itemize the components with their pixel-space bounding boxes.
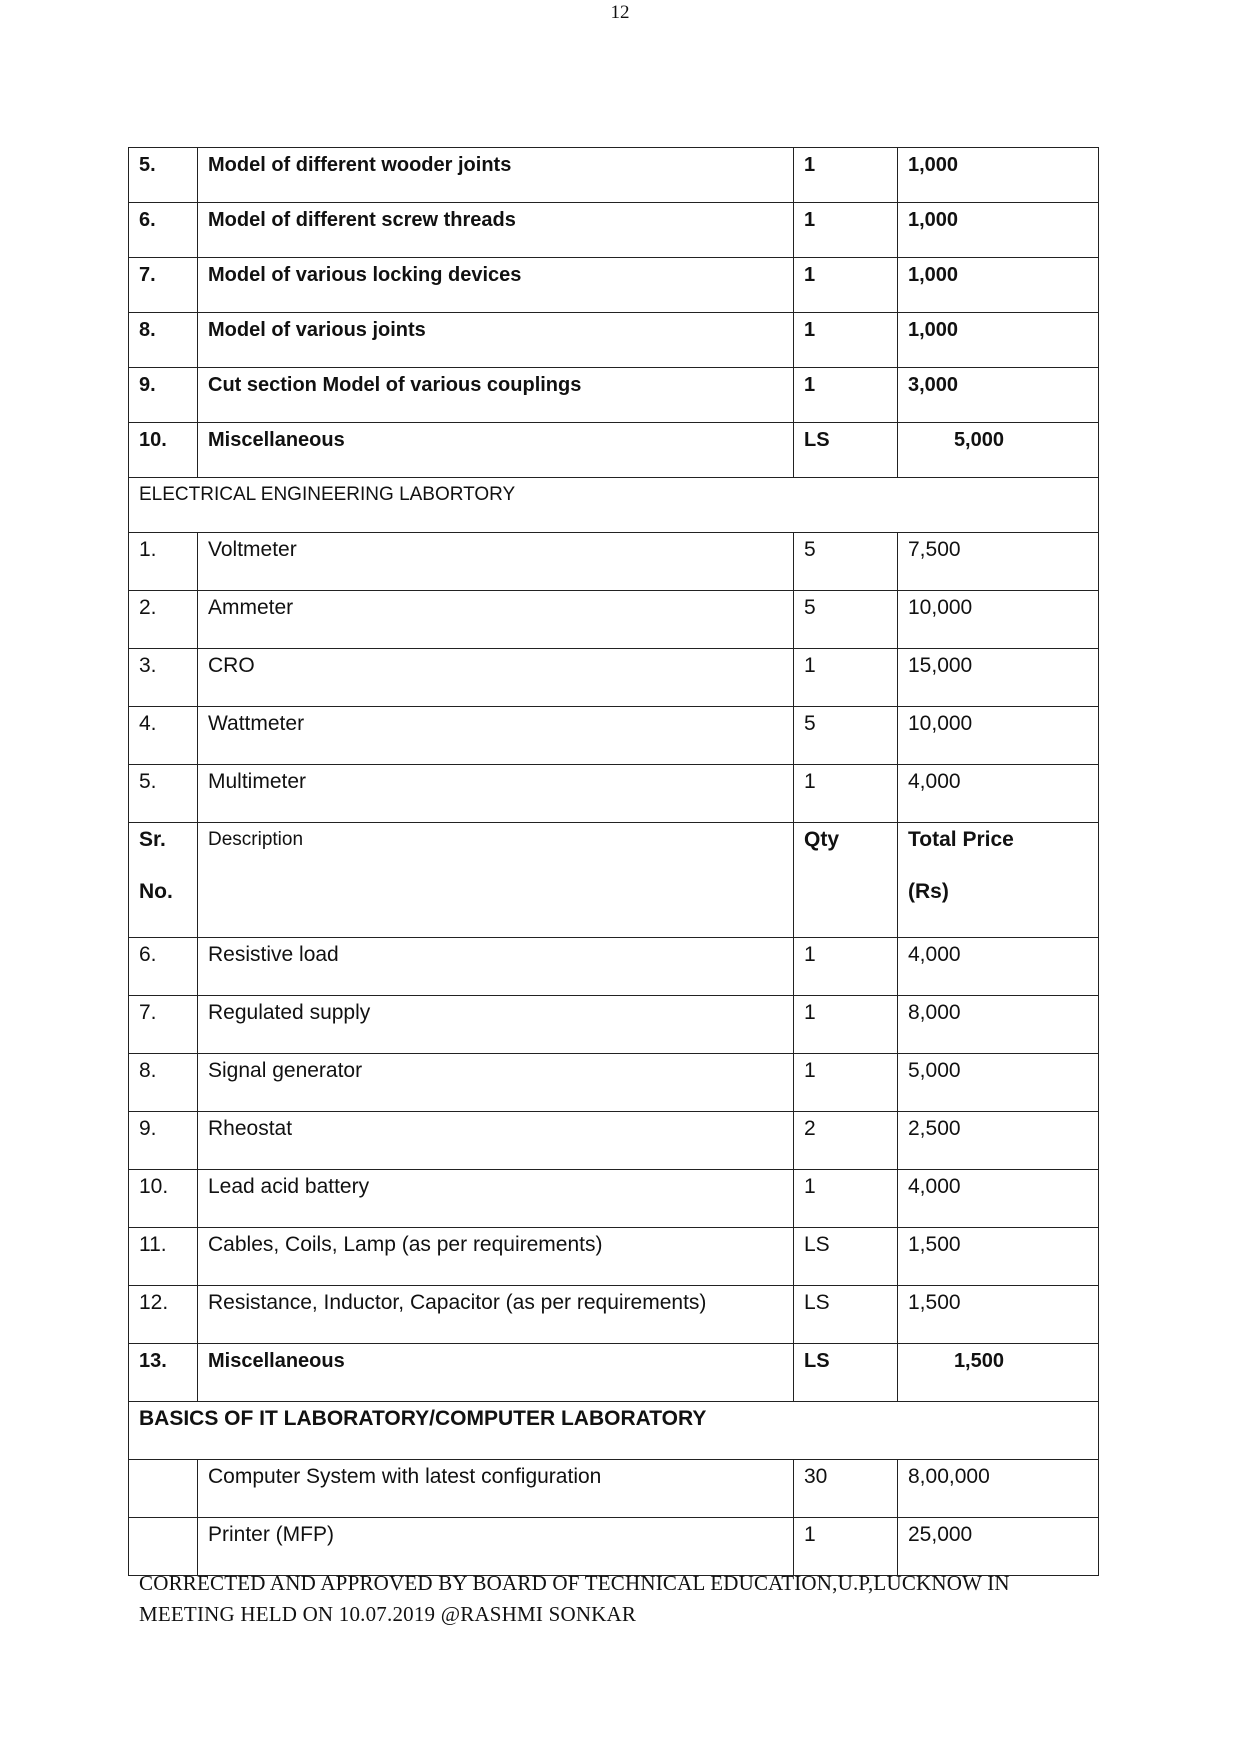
qty-cell: 1 [794,649,898,707]
qty-cell: 1 [794,996,898,1054]
price-cell: 5,000 [898,423,1099,478]
price-cell: 1,000 [898,148,1099,203]
sr-no-cell: 11. [129,1228,198,1286]
table-row [129,423,1099,478]
description-cell: Ammeter [198,591,794,649]
table-row [129,649,1099,707]
table-row [129,996,1099,1054]
table-row [129,313,1099,368]
sr-no-cell: 6. [129,938,198,996]
description-cell: Resistive load [198,938,794,996]
qty-cell: 1 [794,203,898,258]
table-row [129,1344,1099,1402]
header-qty-label: Qty [804,828,840,851]
price-cell: 4,000 [898,765,1099,823]
header-sr-no [129,823,198,938]
table-row [129,1054,1099,1112]
price-cell: 1,000 [898,203,1099,258]
header-sr-line1: Sr. [139,828,166,851]
price-cell: 1,000 [898,258,1099,313]
description-cell: Model of different screw threads [198,203,794,258]
description-cell: Resistance, Inductor, Capacitor (as per requirements) [198,1286,794,1344]
sr-no-cell: 10. [129,423,198,478]
sr-no-cell: 6. [129,203,198,258]
qty-cell: 1 [794,1170,898,1228]
section-heading-row [129,1402,1099,1460]
description-cell: Regulated supply [198,996,794,1054]
table-row [129,765,1099,823]
qty-cell: 1 [794,258,898,313]
section-heading-electrical: ELECTRICAL ENGINEERING LABORTORY [129,478,1099,533]
price-cell: 25,000 [898,1518,1099,1576]
table-row [129,368,1099,423]
footer-line-1: CORRECTED AND APPROVED BY BOARD OF TECHNICAL EDUCATION,U.P,LUCKNOW IN [139,1571,1010,1595]
qty-cell: LS [794,423,898,478]
description-cell: Model of various joints [198,313,794,368]
page-number: 12 [610,2,630,23]
sr-no-cell: 10. [129,1170,198,1228]
price-cell: 4,000 [898,938,1099,996]
description-cell: CRO [198,649,794,707]
table-row [129,938,1099,996]
qty-cell: 1 [794,1518,898,1576]
sr-no-cell: 12. [129,1286,198,1344]
sr-no-cell: 8. [129,313,198,368]
description-cell: Cut section Model of various couplings [198,368,794,423]
table-row [129,258,1099,313]
table-row [129,1518,1099,1576]
price-cell: 2,500 [898,1112,1099,1170]
description-cell: Model of different wooder joints [198,148,794,203]
qty-cell: LS [794,1286,898,1344]
qty-cell: 1 [794,313,898,368]
table-row [129,203,1099,258]
price-cell: 1,500 [898,1286,1099,1344]
sr-no-cell: 9. [129,1112,198,1170]
price-cell: 5,000 [898,1054,1099,1112]
description-cell: Voltmeter [198,533,794,591]
qty-cell: 1 [794,148,898,203]
sr-no-cell: 7. [129,258,198,313]
description-cell: Cables, Coils, Lamp (as per requirements) [198,1228,794,1286]
description-cell: Rheostat [198,1112,794,1170]
qty-cell: 1 [794,765,898,823]
price-cell: 8,00,000 [898,1460,1099,1518]
header-qty [794,823,898,938]
table-row [129,591,1099,649]
price-cell: 4,000 [898,1170,1099,1228]
table-row [129,707,1099,765]
sr-no-cell: 5. [129,765,198,823]
description-cell: Lead acid battery [198,1170,794,1228]
sr-no-cell: 4. [129,707,198,765]
sr-no-cell: 8. [129,1054,198,1112]
table-row [129,1228,1099,1286]
description-cell: Printer (MFP) [198,1518,794,1576]
table-row [129,148,1099,203]
qty-cell: 1 [794,938,898,996]
description-cell: Signal generator [198,1054,794,1112]
table-row [129,1170,1099,1228]
description-cell: Model of various locking devices [198,258,794,313]
table-row [129,1112,1099,1170]
sr-no-cell [129,1460,198,1518]
description-cell: Multimeter [198,765,794,823]
header-description: Description [198,823,794,938]
qty-cell: 5 [794,533,898,591]
price-cell: 10,000 [898,591,1099,649]
description-cell: Wattmeter [198,707,794,765]
sr-no-cell [129,1518,198,1576]
qty-cell: 5 [794,591,898,649]
table-header-row [129,823,1099,938]
section-heading-it: BASICS OF IT LABORATORY/COMPUTER LABORATORY [129,1402,1099,1460]
table-row [129,1286,1099,1344]
price-cell: 3,000 [898,368,1099,423]
qty-cell: 30 [794,1460,898,1518]
header-total-price [898,823,1099,938]
equipment-table [128,147,1099,1576]
description-cell: Computer System with latest configuration [198,1460,794,1518]
price-cell: 10,000 [898,707,1099,765]
header-price-line2: (Rs) [908,880,949,903]
qty-cell: 1 [794,1054,898,1112]
sr-no-cell: 5. [129,148,198,203]
approval-footer [139,1568,1099,1630]
header-price-line1: Total Price [908,828,1014,851]
sr-no-cell: 13. [129,1344,198,1402]
sr-no-cell: 9. [129,368,198,423]
table-row [129,533,1099,591]
price-cell: 8,000 [898,996,1099,1054]
sr-no-cell: 1. [129,533,198,591]
qty-cell: 5 [794,707,898,765]
header-sr-line2: No. [139,880,173,903]
sr-no-cell: 7. [129,996,198,1054]
section-heading-row [129,478,1099,533]
qty-cell: LS [794,1344,898,1402]
qty-cell: LS [794,1228,898,1286]
qty-cell: 1 [794,368,898,423]
price-cell: 1,500 [898,1344,1099,1402]
sr-no-cell: 2. [129,591,198,649]
description-cell: Miscellaneous [198,1344,794,1402]
price-cell: 15,000 [898,649,1099,707]
price-cell: 1,500 [898,1228,1099,1286]
qty-cell: 2 [794,1112,898,1170]
table-row [129,1460,1099,1518]
price-cell: 1,000 [898,313,1099,368]
description-cell: Miscellaneous [198,423,794,478]
footer-line-2: MEETING HELD ON 10.07.2019 @RASHMI SONKAR [139,1602,637,1626]
price-cell: 7,500 [898,533,1099,591]
sr-no-cell: 3. [129,649,198,707]
